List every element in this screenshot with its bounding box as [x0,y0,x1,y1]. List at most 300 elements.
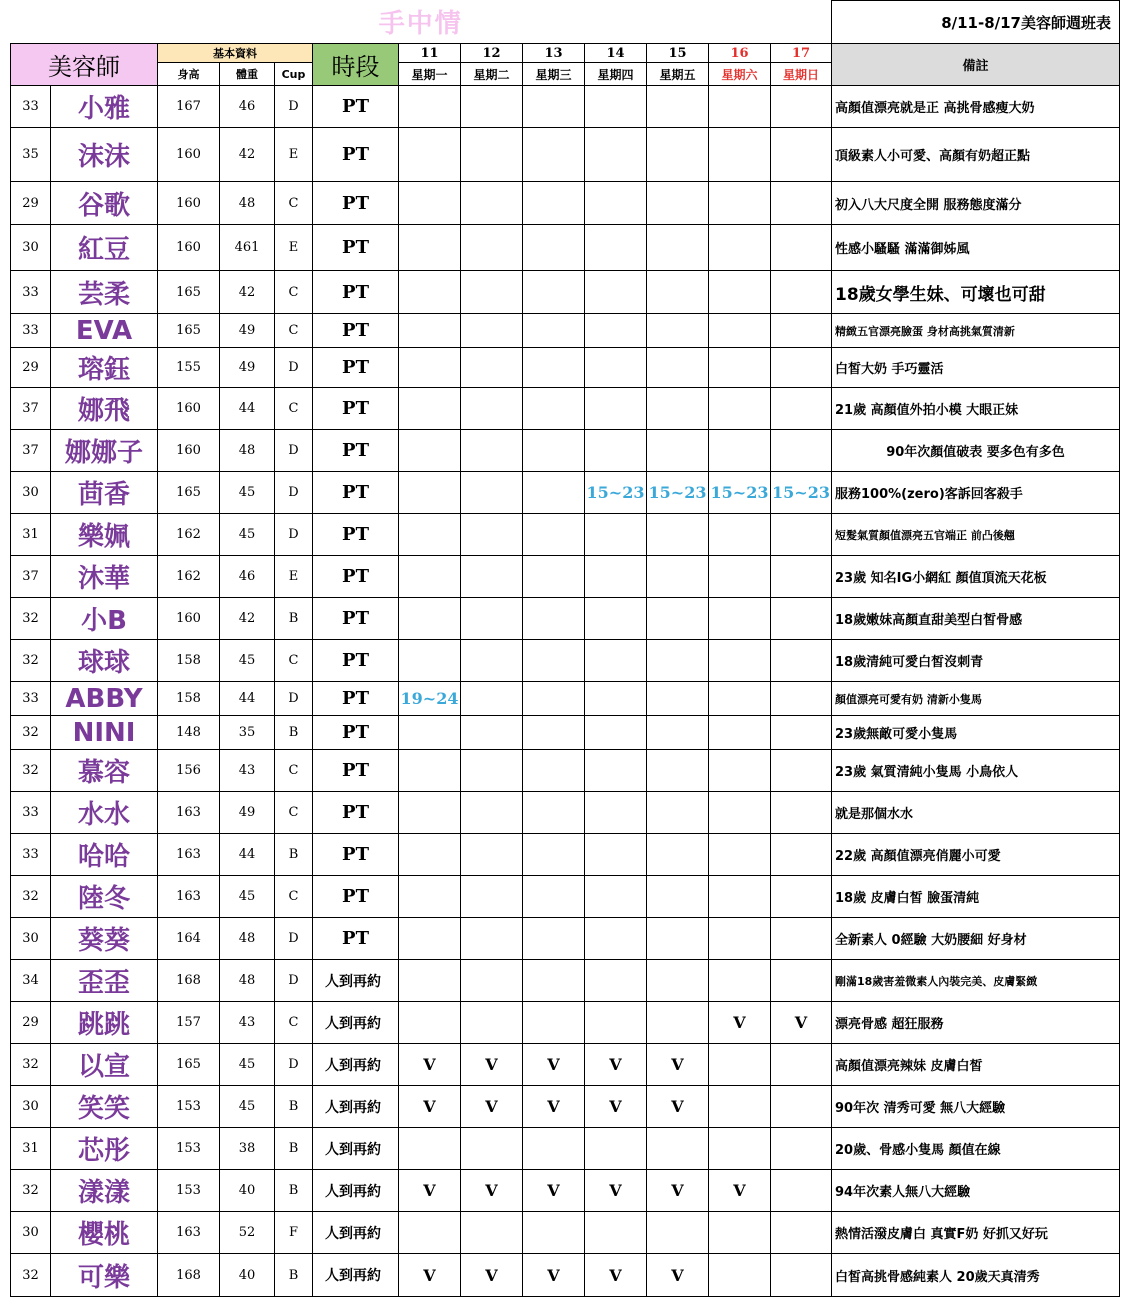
height-cell: 157 [158,1002,220,1044]
schedule-cell: V [461,1170,523,1212]
schedule-cell [709,1128,771,1170]
schedule-cell [709,1044,771,1086]
schedule-cell [523,271,585,314]
note-cell: 頂級素人小可愛、高顏有奶超正點 [832,128,1120,182]
staff-name: 以宣 [51,1044,158,1086]
note-cell: 23歲 知名IG小網紅 顏值頂流天花板 [832,556,1120,598]
height-cell: 165 [158,271,220,314]
date-header: 13 [523,44,585,63]
schedule-cell: V [399,1254,461,1297]
schedule-cell [771,960,832,1002]
schedule-cell [709,716,771,750]
period-cell: PT [313,716,399,750]
age-cell: 32 [11,750,51,792]
schedule-cell [709,750,771,792]
schedule-cell: V [461,1044,523,1086]
height-cell: 168 [158,1254,220,1297]
staff-name: 芸柔 [51,271,158,314]
schedule-cell [399,834,461,876]
schedule-cell [399,640,461,682]
weight-cell: 45 [220,876,275,918]
schedule-cell [709,1086,771,1128]
age-cell: 31 [11,1128,51,1170]
schedule-cell [771,348,832,388]
schedule-cell [399,314,461,348]
weight-cell: 38 [220,1128,275,1170]
schedule-cell [709,598,771,640]
schedule-cell [585,640,647,682]
note-cell: 服務100%(zero)客訴回客殺手 [832,472,1120,514]
cup-cell: C [275,182,313,225]
weight-cell: 461 [220,225,275,271]
schedule-cell: V [585,1086,647,1128]
table-row [11,834,1120,876]
age-cell: 32 [11,716,51,750]
schedule-cell [647,86,709,128]
schedule-cell [461,514,523,556]
schedule-cell [771,128,832,182]
weight-cell: 40 [220,1170,275,1212]
schedule-cell: V [585,1170,647,1212]
schedule-cell [585,834,647,876]
age-cell: 34 [11,960,51,1002]
cup-cell: E [275,225,313,271]
title-row [11,1,1120,44]
schedule-cell [523,86,585,128]
schedule-cell [771,388,832,430]
schedule-cell [709,918,771,960]
schedule-cell: V [523,1044,585,1086]
schedule-cell [523,514,585,556]
height-cell: 162 [158,514,220,556]
table-row [11,388,1120,430]
table-row [11,682,1120,716]
schedule-cell [585,314,647,348]
cup-cell: D [275,1044,313,1086]
schedule-cell: 15~23 [709,472,771,514]
age-cell: 33 [11,792,51,834]
staff-name: 娜娜子 [51,430,158,472]
period-cell: PT [313,556,399,598]
table-row [11,472,1120,514]
schedule-cell [461,640,523,682]
schedule-cell [523,556,585,598]
schedule-cell [523,640,585,682]
period-cell: 人到再約 [313,1086,399,1128]
weekday-header: 星期日 [771,63,832,86]
staff-name: 歪歪 [51,960,158,1002]
schedule-cell [771,86,832,128]
note-cell: 白皙大奶 手巧靈活 [832,348,1120,388]
height-cell: 162 [158,556,220,598]
cup-cell: B [275,1086,313,1128]
schedule-cell [399,514,461,556]
staff-name: 芯彤 [51,1128,158,1170]
schedule-cell [709,960,771,1002]
schedule-cell [461,388,523,430]
schedule-cell [461,556,523,598]
height-cell: 153 [158,1128,220,1170]
schedule-cell [461,1128,523,1170]
cup-cell: D [275,960,313,1002]
schedule-cell [585,348,647,388]
weekday-header: 星期四 [585,63,647,86]
weight-cell: 48 [220,960,275,1002]
schedule-cell [709,86,771,128]
schedule-cell: V [399,1044,461,1086]
table-row [11,128,1120,182]
schedule-cell [771,792,832,834]
schedule-cell [709,1254,771,1297]
staff-name: 谷歌 [51,182,158,225]
schedule-cell [461,430,523,472]
period-cell: PT [313,388,399,430]
table-row [11,1044,1120,1086]
schedule-cell [461,750,523,792]
height-cell: 160 [158,182,220,225]
schedule-cell [523,716,585,750]
period-cell: PT [313,598,399,640]
schedule-cell [647,918,709,960]
weight-cell: 40 [220,1254,275,1297]
schedule-cell [399,876,461,918]
height-cell: 158 [158,640,220,682]
table-row [11,716,1120,750]
schedule-cell [771,1254,832,1297]
period-cell: PT [313,918,399,960]
schedule-cell [523,182,585,225]
schedule-cell: V [523,1170,585,1212]
table-row [11,1170,1120,1212]
height-cell: 164 [158,918,220,960]
schedule-cell [461,271,523,314]
weight-cell: 49 [220,792,275,834]
note-cell: 就是那個水水 [832,792,1120,834]
schedule-cell [647,1212,709,1254]
schedule-cell [461,128,523,182]
weight-cell: 46 [220,556,275,598]
weekday-header: 星期一 [399,63,461,86]
table-row [11,556,1120,598]
schedule-cell [771,716,832,750]
age-cell: 29 [11,348,51,388]
staff-name: ABBY [51,682,158,716]
brand-title: 手中情 [378,9,463,40]
cup-cell: C [275,640,313,682]
schedule-cell: V [399,1086,461,1128]
schedule-cell [771,750,832,792]
weight-cell: 44 [220,834,275,876]
schedule-cell [709,792,771,834]
schedule-cell [523,348,585,388]
cup-cell: B [275,1170,313,1212]
note-cell: 21歲 高顏值外拍小模 大眼正妹 [832,388,1120,430]
schedule-cell [399,598,461,640]
note-cell: 23歲無敵可愛小隻馬 [832,716,1120,750]
cup-cell: D [275,86,313,128]
schedule-cell: V [585,1254,647,1297]
table-row [11,1254,1120,1297]
schedule-cell [461,716,523,750]
schedule-cell [523,792,585,834]
note-cell: 90年次 清秀可愛 無八大經驗 [832,1086,1120,1128]
schedule-cell [523,918,585,960]
age-cell: 32 [11,640,51,682]
schedule-cell [585,598,647,640]
note-cell: 全新素人 0經驗 大奶腰細 好身材 [832,918,1120,960]
schedule-cell [461,1212,523,1254]
height-cell: 163 [158,834,220,876]
period-cell: PT [313,86,399,128]
schedule-cell [585,556,647,598]
cup-cell: D [275,918,313,960]
cup-cell: D [275,472,313,514]
table-row [11,750,1120,792]
height-cell: 156 [158,750,220,792]
schedule-cell [709,388,771,430]
schedule-cell [523,682,585,716]
schedule-cell [585,792,647,834]
schedule-cell [647,792,709,834]
table-row [11,1002,1120,1044]
cup-cell: B [275,834,313,876]
staff-name: 葵葵 [51,918,158,960]
weight-cell: 48 [220,918,275,960]
schedule-cell [771,314,832,348]
staff-name: 櫻桃 [51,1212,158,1254]
staff-name: 瑢鈺 [51,348,158,388]
cup-cell: E [275,556,313,598]
table-row [11,514,1120,556]
period-cell: 人到再約 [313,1044,399,1086]
note-cell: 顏值漂亮可愛有奶 清新小隻馬 [832,682,1120,716]
height-cell: 167 [158,86,220,128]
schedule-cell: V [585,1044,647,1086]
height-cell: 163 [158,1212,220,1254]
schedule-cell [771,182,832,225]
schedule-cell [771,834,832,876]
height-cell: 160 [158,430,220,472]
staff-name: 球球 [51,640,158,682]
age-cell: 33 [11,682,51,716]
schedule-title: 8/11-8/17美容師週班表 [832,1,1120,44]
schedule-cell [399,716,461,750]
staff-name: NINI [51,716,158,750]
schedule-cell: 19~24 [399,682,461,716]
schedule-cell [461,472,523,514]
height-cell: 155 [158,348,220,388]
schedule-cell [585,1128,647,1170]
schedule-cell [523,314,585,348]
age-cell: 30 [11,918,51,960]
note-cell: 白皙高挑骨感純素人 20歲天真清秀 [832,1254,1120,1297]
weight-cell: 46 [220,86,275,128]
cup-cell: E [275,128,313,182]
height-cell: 148 [158,716,220,750]
cup-cell: C [275,271,313,314]
height-cell: 153 [158,1170,220,1212]
schedule-cell [771,918,832,960]
staff-name: 可樂 [51,1254,158,1297]
schedule-cell [523,1212,585,1254]
schedule-cell [771,225,832,271]
schedule-cell [647,598,709,640]
schedule-cell [647,960,709,1002]
cup-header: Cup [275,63,313,86]
schedule-cell [523,960,585,1002]
schedule-cell [399,271,461,314]
note-cell: 熱情活潑皮膚白 真實F奶 好抓又好玩 [832,1212,1120,1254]
table-row [11,182,1120,225]
schedule-cell [461,682,523,716]
period-cell: PT [313,640,399,682]
weight-cell: 45 [220,640,275,682]
cup-cell: D [275,514,313,556]
schedule-cell [709,271,771,314]
schedule-cell [461,918,523,960]
age-cell: 37 [11,556,51,598]
schedule-cell [771,1086,832,1128]
age-cell: 32 [11,876,51,918]
schedule-cell [647,128,709,182]
schedule-cell [461,792,523,834]
staff-name: 哈哈 [51,834,158,876]
period-cell: PT [313,225,399,271]
header-row-1 [11,44,1120,63]
height-cell: 158 [158,682,220,716]
schedule-cell [709,225,771,271]
schedule-cell [461,960,523,1002]
table-row [11,1212,1120,1254]
weight-cell: 43 [220,1002,275,1044]
period-cell: PT [313,271,399,314]
schedule-cell [585,1002,647,1044]
cup-cell: C [275,1002,313,1044]
age-cell: 30 [11,1086,51,1128]
period-cell: PT [313,682,399,716]
age-cell: 37 [11,388,51,430]
note-cell: 20歲、骨感小隻馬 顏值在線 [832,1128,1120,1170]
period-cell: 人到再約 [313,1170,399,1212]
staff-name: 小雅 [51,86,158,128]
table-row [11,876,1120,918]
staff-name: 慕容 [51,750,158,792]
schedule-cell [461,86,523,128]
schedule-cell [585,876,647,918]
staff-name: 小B [51,598,158,640]
schedule-cell [647,348,709,388]
table-row [11,598,1120,640]
weight-cell: 45 [220,514,275,556]
note-cell: 18歲女學生妹、可壞也可甜 [832,271,1120,314]
schedule-cell [647,640,709,682]
schedule-cell [585,225,647,271]
note-cell: 短髮氣質顏值漂亮五官端正 前凸後翹 [832,514,1120,556]
date-header: 15 [647,44,709,63]
period-cell: PT [313,514,399,556]
schedule-cell [647,1002,709,1044]
schedule-cell [647,556,709,598]
schedule-cell: V [399,1170,461,1212]
schedule-cell [399,182,461,225]
height-cell: 160 [158,388,220,430]
schedule-cell [399,556,461,598]
schedule-cell [585,182,647,225]
note-cell: 18歲 皮膚白皙 臉蛋清純 [832,876,1120,918]
basic-info-header: 基本資料 [158,44,313,63]
staff-name: 沐華 [51,556,158,598]
period-cell: PT [313,430,399,472]
schedule-cell [523,750,585,792]
schedule-cell [647,716,709,750]
height-cell: 165 [158,314,220,348]
weight-cell: 44 [220,388,275,430]
height-cell: 160 [158,598,220,640]
weight-cell: 48 [220,182,275,225]
schedule-cell [647,834,709,876]
height-cell: 163 [158,792,220,834]
height-cell: 160 [158,225,220,271]
schedule-cell [771,640,832,682]
staff-name: 陸冬 [51,876,158,918]
schedule-cell [771,514,832,556]
height-cell: 153 [158,1086,220,1128]
schedule-cell [647,1128,709,1170]
schedule-cell [523,876,585,918]
schedule-cell [523,225,585,271]
cup-cell: C [275,750,313,792]
schedule-cell [523,1128,585,1170]
schedule-cell: V [709,1002,771,1044]
weight-cell: 49 [220,348,275,388]
schedule-cell [399,348,461,388]
schedule-cell [585,514,647,556]
table-row [11,640,1120,682]
staff-name: 紅豆 [51,225,158,271]
weekday-header: 星期三 [523,63,585,86]
schedule-cell [647,388,709,430]
note-cell: 18歲嫩妹高顏直甜美型白皙骨感 [832,598,1120,640]
schedule-cell [585,388,647,430]
schedule-cell [709,430,771,472]
weight-cell: 45 [220,1086,275,1128]
height-header: 身高 [158,63,220,86]
schedule-cell [709,640,771,682]
period-cell: PT [313,792,399,834]
cup-cell: D [275,682,313,716]
schedule-cell [771,876,832,918]
schedule-cell: 15~23 [647,472,709,514]
date-header: 11 [399,44,461,63]
age-cell: 29 [11,182,51,225]
schedule-cell [461,1002,523,1044]
schedule-cell: V [523,1086,585,1128]
note-cell: 22歲 高顏值漂亮俏麗小可愛 [832,834,1120,876]
schedule-cell [399,792,461,834]
schedule-cell [647,271,709,314]
schedule-cell: V [771,1002,832,1044]
cup-cell: B [275,716,313,750]
cup-cell: C [275,314,313,348]
note-cell: 94年次素人無八大經驗 [832,1170,1120,1212]
weight-cell: 45 [220,1044,275,1086]
schedule-cell [399,388,461,430]
note-cell: 初入八大尺度全開 服務態度滿分 [832,182,1120,225]
cup-cell: C [275,388,313,430]
schedule-cell [461,314,523,348]
age-cell: 32 [11,598,51,640]
schedule-cell [399,750,461,792]
